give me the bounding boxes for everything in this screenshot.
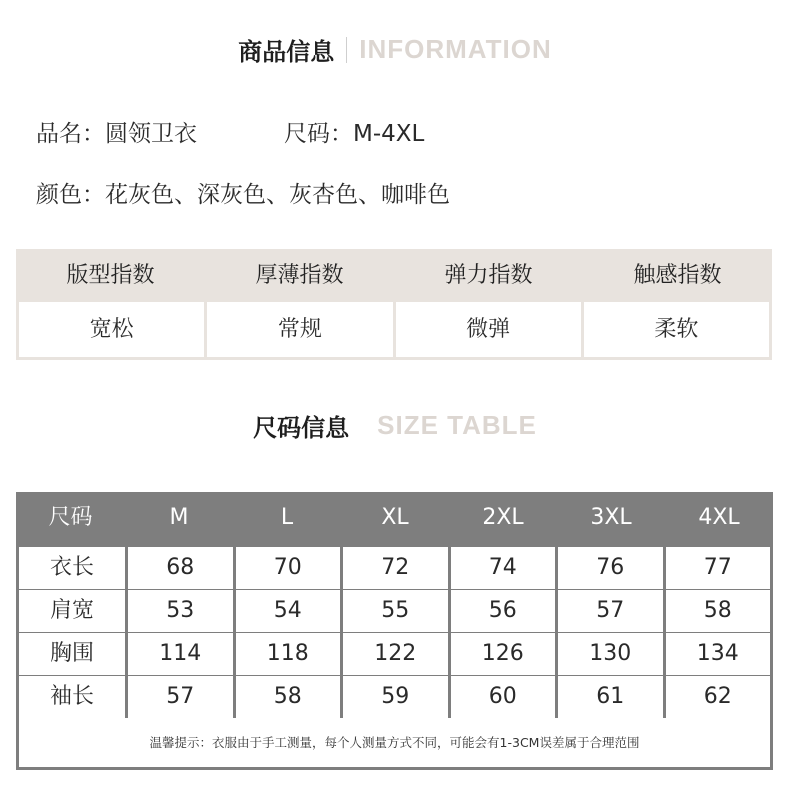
table-cell: 134 [666, 633, 771, 675]
size-header-m: M [169, 505, 189, 530]
size-table [16, 492, 773, 770]
row-label-shoulder: 肩宽 [19, 590, 125, 632]
index-table [16, 249, 772, 360]
table-cell: 57 [128, 676, 233, 718]
size-header-3xl: 3XL [590, 505, 632, 530]
index-table-values [19, 302, 769, 357]
table-cell: 122 [343, 633, 448, 675]
table-cell: 57 [558, 590, 663, 632]
table-cell: 130 [558, 633, 663, 675]
row-label-sleeve: 袖长 [19, 676, 125, 718]
table-cell: 72 [343, 547, 448, 589]
size-table-header [16, 492, 773, 544]
table-cell: 58 [236, 676, 341, 718]
index-value-touch: 柔软 [584, 302, 769, 357]
size-header-4xl: 4XL [698, 505, 740, 530]
index-header-elasticity: 弹力指数 [444, 263, 533, 288]
table-row [19, 633, 770, 675]
table-cell: 56 [451, 590, 556, 632]
table-cell: 54 [236, 590, 341, 632]
size-header-l: L [280, 505, 294, 530]
index-table-header [16, 249, 772, 302]
table-cell: 60 [451, 676, 556, 718]
size-header-label: 尺码 [48, 505, 93, 530]
table-cell: 58 [666, 590, 771, 632]
product-size-range: 尺码：M-4XL [284, 121, 425, 147]
index-header-fit: 版型指数 [66, 263, 155, 288]
title-divider [346, 37, 347, 63]
info-section-header [0, 32, 790, 67]
table-cell: 62 [666, 676, 771, 718]
table-cell: 68 [128, 547, 233, 589]
table-cell: 74 [451, 547, 556, 589]
index-header-touch: 触感指数 [633, 263, 722, 288]
index-value-thickness: 常规 [207, 302, 392, 357]
product-color-line: 颜色：花灰色、深灰色、灰杏色、咖啡色 [36, 182, 450, 208]
table-cell: 61 [558, 676, 663, 718]
info-title-cn: 商品信息 [238, 38, 335, 66]
table-cell: 53 [128, 590, 233, 632]
size-header-2xl: 2XL [482, 505, 524, 530]
table-row [19, 676, 770, 718]
row-label-length: 衣长 [19, 547, 125, 589]
table-cell: 118 [236, 633, 341, 675]
row-label-chest: 胸围 [19, 633, 125, 675]
table-cell: 70 [236, 547, 341, 589]
size-header-xl: XL [381, 505, 409, 530]
info-title-en: INFORMATION [359, 34, 552, 64]
size-section-header [0, 408, 790, 443]
index-value-fit: 宽松 [19, 302, 204, 357]
size-title-en: SIZE TABLE [377, 410, 537, 440]
table-row [19, 590, 770, 632]
product-name: 品名：圆领卫衣 [36, 121, 197, 147]
measurement-tip: 温馨提示：衣服由于手工测量，每个人测量方式不同，可能会有1-3CM误差属于合理范围 [19, 718, 770, 767]
table-cell: 126 [451, 633, 556, 675]
table-cell: 114 [128, 633, 233, 675]
product-name-line [36, 115, 425, 148]
index-value-elasticity: 微弹 [396, 302, 581, 357]
table-cell: 59 [343, 676, 448, 718]
index-header-thickness: 厚薄指数 [255, 263, 344, 288]
table-cell: 77 [666, 547, 771, 589]
table-cell: 55 [343, 590, 448, 632]
table-cell: 76 [558, 547, 663, 589]
table-row [19, 547, 770, 589]
size-title-cn: 尺码信息 [253, 414, 350, 442]
